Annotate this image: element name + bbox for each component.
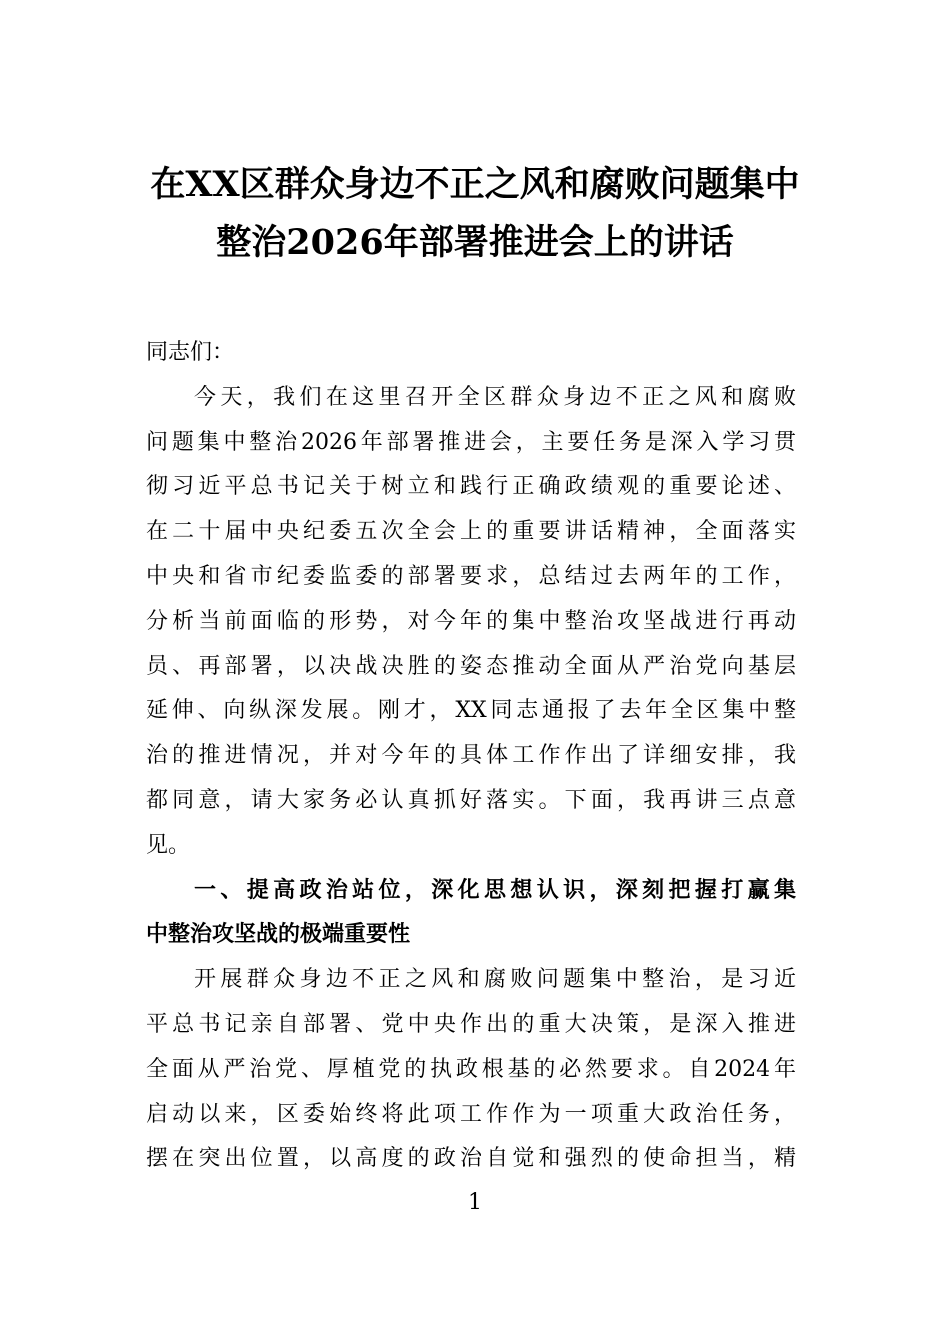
paragraph-2	[146, 958, 796, 1182]
paragraph-line: 分析当前面临的形势，对今年的集中整治攻坚战进行再动	[146, 608, 796, 634]
paragraph-line: 今天，我们在这里召开全区群众身边不正之风和腐败	[194, 384, 796, 410]
paragraph-line: 摆在突出位置，以高度的政治自觉和强烈的使命担当，精	[146, 1146, 796, 1172]
paragraph-line: 都同意，请大家务必认真抓好落实。下面，我再讲三点意	[146, 787, 796, 813]
paragraph-line: 见。	[146, 832, 191, 858]
paragraph-line: 开展群众身边不正之风和腐败问题集中整治，是习近	[194, 967, 796, 993]
salutation: 同志们：	[146, 340, 235, 365]
paragraph-line: 中央和省市纪委监委的部署要求，总结过去两年的工作，	[146, 563, 796, 589]
document-body	[146, 331, 796, 1182]
document-title-line-1: 在XX区群众身边不正之风和腐败问题集中	[150, 164, 800, 205]
document-title-line-2: 整治2026年部署推进会上的讲话	[216, 222, 734, 263]
paragraph-line: 平总书记亲自部署、党中央作出的重大决策，是深入推进	[146, 1011, 796, 1037]
paragraph-line: 全面从严治党、厚植党的执政根基的必然要求。自2024年	[146, 1056, 796, 1082]
heading-line: 一、提高政治站位，深化思想认识，深刻把握打赢集	[194, 877, 796, 903]
paragraph-line: 延伸、向纵深发展。刚才，XX同志通报了去年全区集中整	[146, 698, 796, 724]
paragraph-line: 彻习近平总书记关于树立和践行正确政绩观的重要论述、	[146, 474, 796, 500]
paragraph-line: 在二十届中央纪委五次全会上的重要讲话精神，全面落实	[146, 519, 796, 545]
heading-line: 中整治攻坚战的极端重要性	[146, 922, 411, 948]
section-heading-1	[146, 869, 796, 959]
paragraph-line: 问题集中整治2026年部署推进会，主要任务是深入学习贯	[146, 429, 796, 455]
paragraph-1	[146, 376, 796, 869]
page-number: 1	[468, 1190, 482, 1215]
paragraph-line: 治的推进情况，并对今年的具体工作作出了详细安排，我	[146, 743, 796, 769]
paragraph-line: 启动以来，区委始终将此项工作作为一项重大政治任务，	[146, 1101, 796, 1127]
paragraph-line: 员、再部署，以决战决胜的姿态推动全面从严治党向基层	[146, 653, 796, 679]
